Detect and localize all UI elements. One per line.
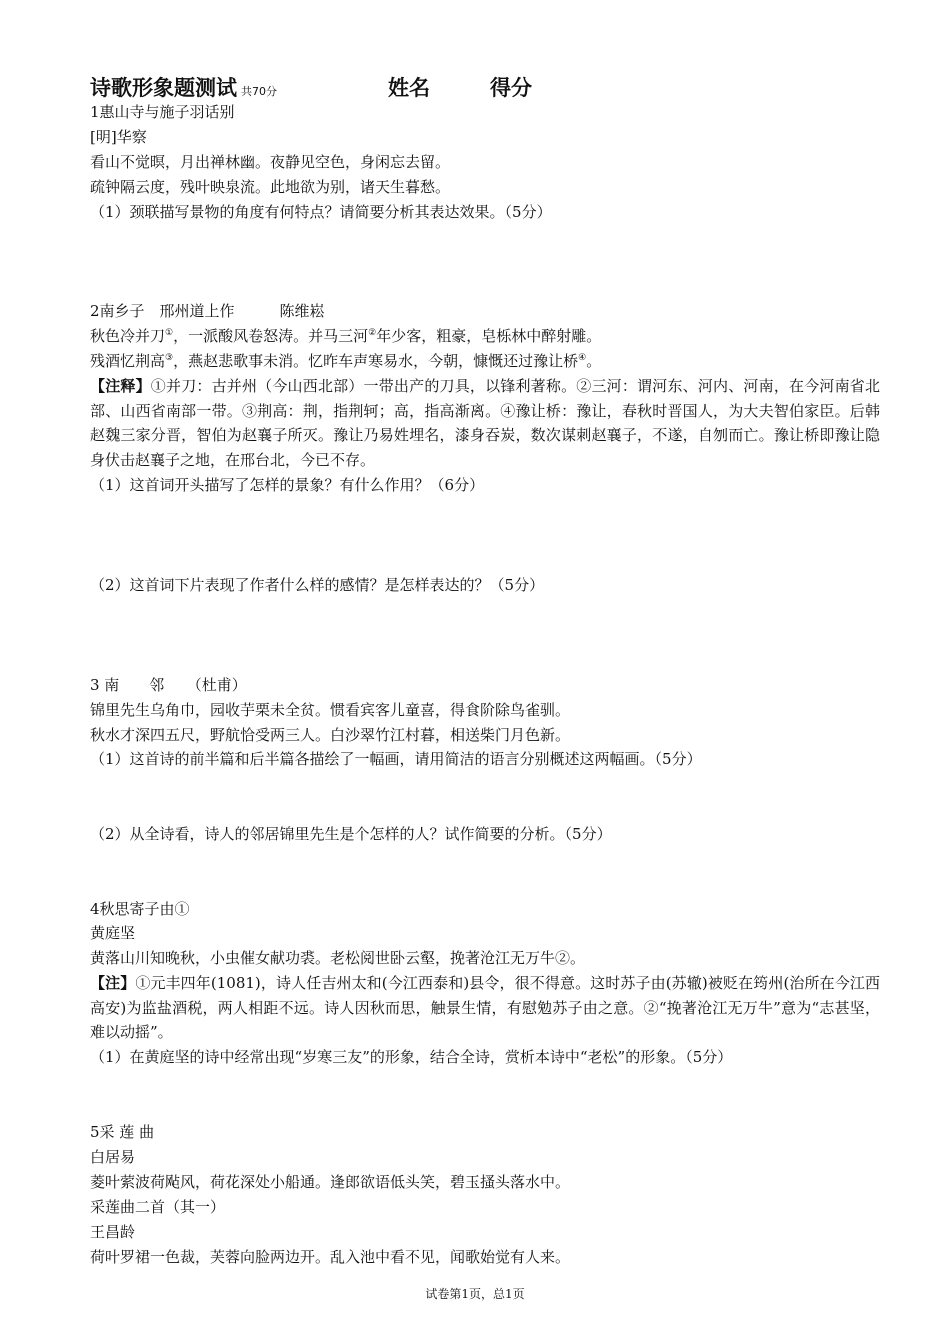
q4-poem-line: 黄落山川知晚秋，小虫催女献功裘。老松阅世卧云壑，挽著沧江无万牛②。 [90, 949, 586, 967]
q1-poem-line: 看山不觉暝，月出禅林幽。夜静见空色，身闲忘去留。 [90, 153, 451, 171]
footnote-mark: ① [165, 328, 174, 338]
text-segment: 秋色冷并刀 [90, 327, 166, 345]
q3-question-1: （1）这首诗的前半篇和后半篇各描绘了一幅画，请用简洁的语言分别概述这两幅画。（5分） [90, 750, 702, 768]
q2-poem-line [90, 350, 601, 372]
text-segment: 年少客，粗豪，皂栎林中醉射雕。 [376, 327, 602, 345]
q4-notes [90, 971, 880, 1045]
note-text: ①元丰四年(1081)，诗人任吉州太和(今江西泰和)县令，很不得意。这时苏子由(苏辙)被贬在筠州(治所在今江西高安)为监盐酒税，两人相距不远。诗人因秋而思，触景生情，有慰勉苏子由之意。②“挽著沧江无万牛”意为“志甚坚，难以动摇”。 [90, 974, 880, 1041]
footnote-mark: ③ [165, 353, 174, 363]
note-label: 【注】 [90, 974, 136, 992]
text-segment: 。 [586, 352, 602, 370]
score-label: 得分 [490, 76, 532, 100]
q1-title: 1惠山寺与施子羽话别 [90, 103, 235, 121]
q3-question-2: （2）从全诗看，诗人的邻居锦里先生是个怎样的人？试作简要的分析。（5分） [90, 825, 612, 843]
q5-poem-line: 菱叶萦波荷飐风，荷花深处小船通。逢郎欲语低头笑，碧玉搔头落水中。 [90, 1173, 571, 1191]
text-segment: ，燕赵悲歌事未消。忆昨车声寒易水，今朝，慷慨还过豫让桥 [173, 352, 579, 370]
q1-poem-line: 疏钟隔云度，残叶映泉流。此地欲为别，诸天生暮愁。 [90, 178, 451, 196]
note-label: 【注释】 [90, 377, 151, 395]
q1-author: [明]华察 [90, 128, 147, 146]
q2-poem-line [90, 325, 601, 347]
name-label: 姓名 [388, 76, 430, 100]
q5-subtitle: 采莲曲二首（其一） [90, 1198, 226, 1216]
q5-title: 5采 莲 曲 [90, 1123, 155, 1141]
q2-title: 2南乡子 邢州道上作 陈维崧 [90, 302, 325, 320]
q5-poem-line: 荷叶罗裙一色裁，芙蓉向脸两边开。乱入池中看不见，闻歌始觉有人来。 [90, 1248, 571, 1266]
q5-author: 王昌龄 [90, 1223, 136, 1241]
exam-title: 诗歌形象题测试 [90, 76, 237, 100]
page-footer: 试卷第1页，总1页 [425, 1287, 525, 1301]
note-text: ①并刀：古并州（今山西北部）一带出产的刀具，以锋利著称。②三河：谓河东、河内、河南，在今河南省北部、山西省南部一带。③荆高：荆，指荆轲；高，指高渐离。④豫让桥：豫让，春秋时晋国人，为大夫智伯家臣。后韩赵魏三家分晋，智伯为赵襄子所灭。豫让乃易姓埋名，漆身吞炭，数次谋刺赵襄子，不遂，自刎而亡。豫让桥即豫让隐身伏击赵襄子之地，在邢台北，今已不存。 [90, 377, 880, 469]
q4-title: 4秋思寄子由① [90, 900, 190, 918]
q2-notes [90, 374, 880, 472]
text-segment: ，一派酸风卷怒涛。并马三河 [173, 327, 369, 345]
footnote-mark: ② [368, 328, 377, 338]
q3-poem-line: 锦里先生乌角巾，园收芋栗未全贫。惯看宾客儿童喜，得食阶除鸟雀驯。 [90, 701, 571, 719]
q1-question-1: （1）颈联描写景物的角度有何特点？请简要分析其表达效果。（5分） [90, 203, 552, 221]
q2-question-1: （1）这首词开头描写了怎样的景象？有什么作用？（6分） [90, 476, 485, 494]
q2-question-2: （2）这首词下片表现了作者什么样的感情？是怎样表达的？（5分） [90, 576, 545, 594]
q5-author: 白居易 [90, 1148, 136, 1166]
text-segment: 残酒忆荆高 [90, 352, 166, 370]
exam-header [90, 72, 277, 104]
q4-author: 黄庭坚 [90, 924, 136, 942]
q3-poem-line: 秋水才深四五尺，野航恰受两三人。白沙翠竹江村暮，相送柴门月色新。 [90, 726, 571, 744]
q3-title: 3 南 邻 （杜甫） [90, 676, 247, 694]
footnote-mark: ④ [578, 353, 587, 363]
q4-question-1: （1）在黄庭坚的诗中经常出现“岁寒三友”的形象，结合全诗，赏析本诗中“老松”的形象。（5分） [90, 1048, 733, 1066]
total-points: 共70分 [241, 85, 277, 98]
